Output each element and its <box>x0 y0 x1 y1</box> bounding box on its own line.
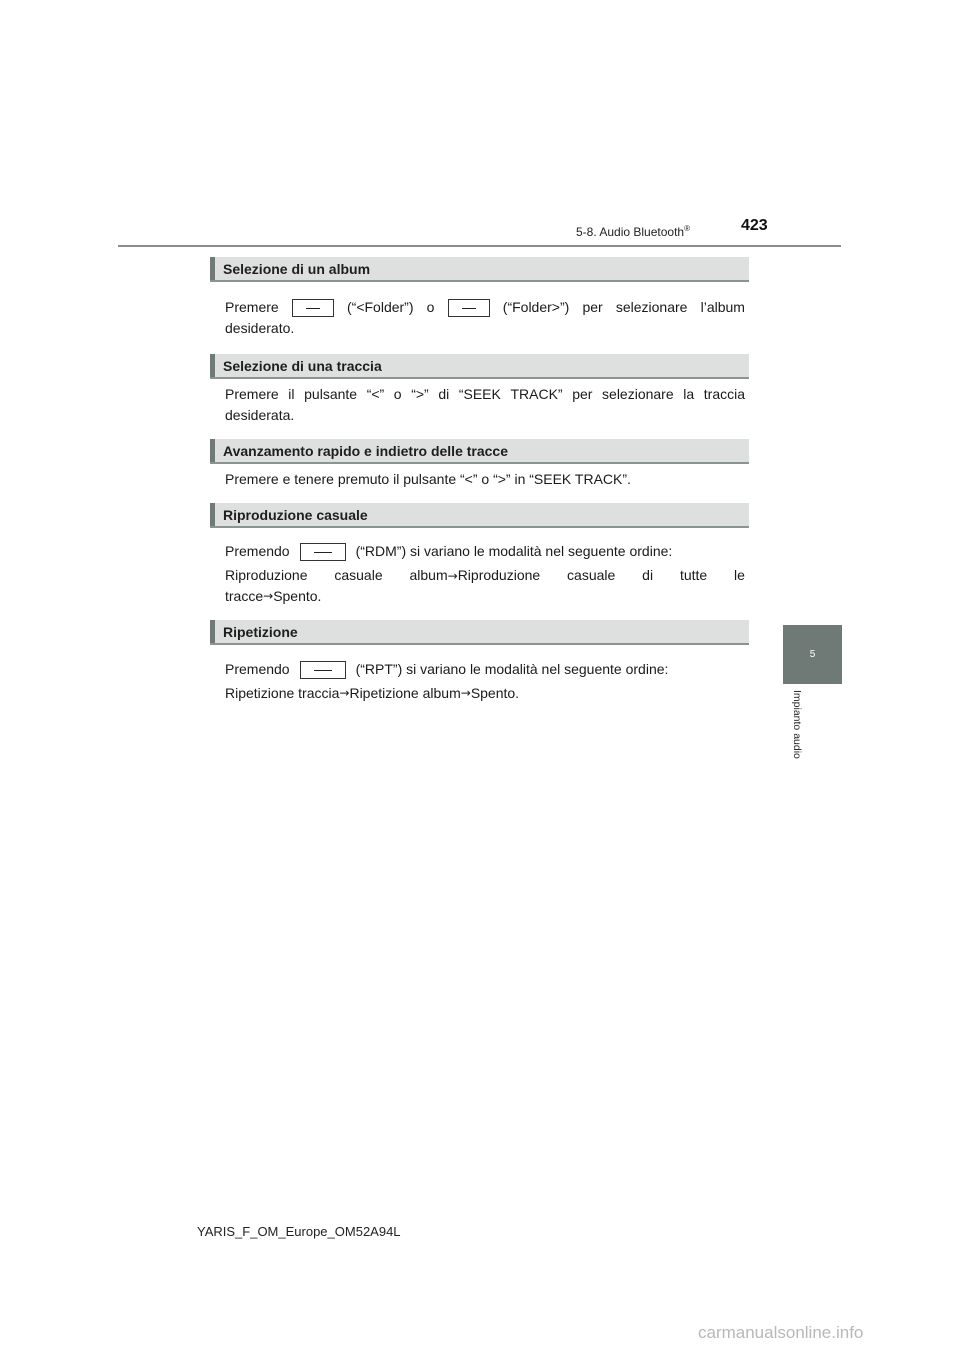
paragraph-album: Premere (“<Folder”) o (“Folder>”) per selezionare l’album desiderato. <box>225 299 745 336</box>
rpt-button-icon <box>300 661 346 679</box>
section-heading-album: Selezione di un album <box>210 257 749 282</box>
chapter-number: 5 <box>809 649 816 660</box>
registered-mark: ® <box>684 224 690 233</box>
paragraph-seek: Premere e tenere premuto il pulsante “<” o “>” in “SEEK TRACK”. <box>225 471 631 487</box>
watermark: carmanualsonline.info <box>698 1323 864 1342</box>
paragraph-track: Premere il pulsante “<” o “>” di “SEEK TRACK” per selezionare la traccia desiderata. <box>225 386 745 423</box>
section-heading-seek: Avanzamento rapido e indietro delle tracce <box>210 439 749 464</box>
chapter-label: Impianto audio <box>791 690 803 759</box>
paragraph-random: Premendo (“RDM”) si variano le modalità nel seguente ordine: Riproduzione casuale album→Riproduzione casuale di tutte le tracce → Spento. <box>225 541 745 607</box>
arrow-icon: → <box>339 686 350 700</box>
header-section-title: 5-8. Audio Bluetooth® <box>576 224 690 239</box>
arrow-icon: → <box>263 589 274 603</box>
page-number: 423 <box>741 217 768 234</box>
folder-prev-button-icon <box>292 299 334 317</box>
folder-next-button-icon <box>448 299 490 317</box>
rdm-button-icon <box>300 543 346 561</box>
document-code: YARIS_F_OM_Europe_OM52A94L <box>197 1224 401 1239</box>
arrow-icon: → <box>447 568 458 583</box>
chapter-tab <box>783 625 842 684</box>
arrow-icon: → <box>460 686 471 700</box>
section-heading-track: Selezione di una traccia <box>210 354 749 379</box>
section-heading-repeat: Ripetizione <box>210 620 749 645</box>
paragraph-repeat: Premendo (“RPT”) si variano le modalità nel seguente ordine: Ripetizione traccia → Ripetizione album → Spento. <box>225 659 745 704</box>
header-divider <box>118 245 841 247</box>
section-heading-random: Riproduzione casuale <box>210 503 749 528</box>
